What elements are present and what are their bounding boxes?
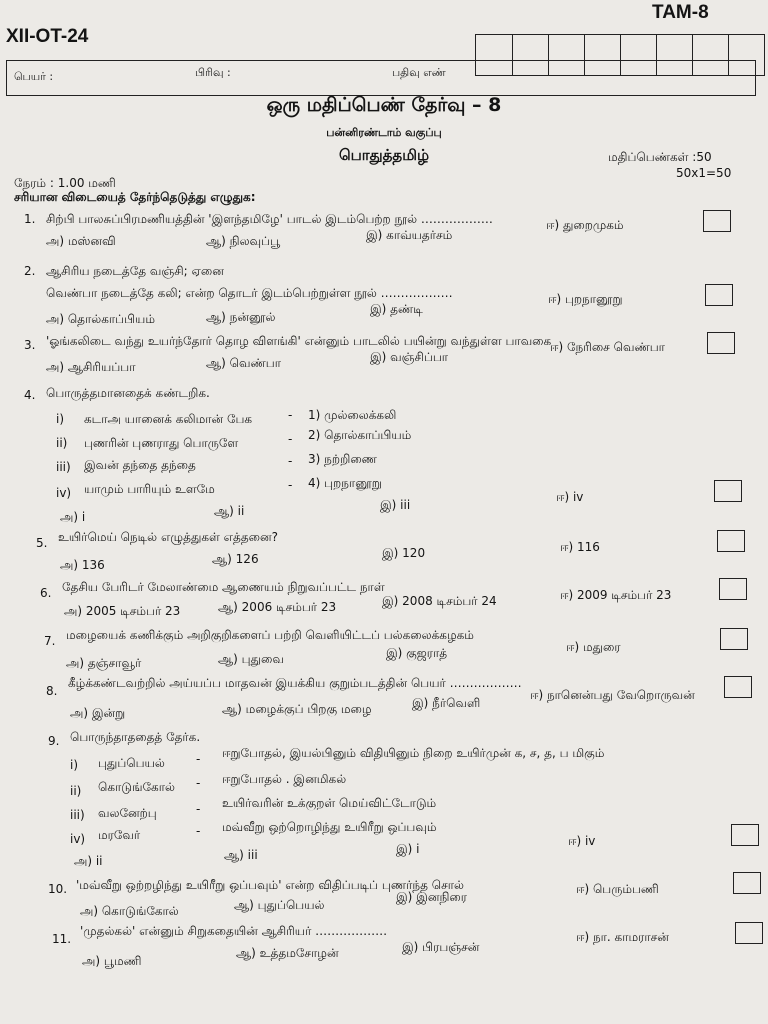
option-b: ஆ) உத்தமசோழன் bbox=[236, 946, 339, 960]
option-d: ஈ) பெரும்பணி bbox=[576, 882, 659, 896]
answer-box[interactable] bbox=[719, 578, 747, 600]
option-a: அ) இன்று bbox=[70, 706, 126, 720]
reg-cell[interactable] bbox=[692, 35, 728, 75]
answer-box[interactable] bbox=[735, 922, 763, 944]
option-d: ஈ) நா. காமராசன் bbox=[576, 930, 669, 944]
option-b: ஆ) ii bbox=[214, 504, 245, 518]
reg-cell[interactable] bbox=[476, 35, 512, 75]
option-c: இ) இனநிரை bbox=[396, 890, 467, 904]
option-b: ஆ) 126 bbox=[212, 552, 259, 566]
option-b: ஆ) புதுவை bbox=[218, 652, 284, 666]
reg-cell[interactable] bbox=[584, 35, 620, 75]
option-d: ஈ) iv bbox=[556, 490, 584, 504]
option-c: இ) i bbox=[396, 842, 420, 856]
option-a: அ) தஞ்சாவூர் bbox=[66, 656, 142, 670]
option-c: இ) குஜராத் bbox=[386, 646, 448, 660]
option-d: ஈ) புறநானூறு bbox=[548, 292, 623, 306]
option-d: ஈ) துறைமுகம் bbox=[546, 218, 624, 232]
registration-number-label: பதிவு எண் bbox=[392, 66, 446, 79]
reg-cell[interactable] bbox=[656, 35, 692, 75]
option-a: அ) 2005 டிசம்பர் 23 bbox=[64, 604, 181, 618]
answer-box[interactable] bbox=[707, 332, 735, 354]
instruction: சரியான விடையைத் தேர்ந்தெடுத்து எழுதுக: bbox=[14, 190, 256, 204]
answer-box[interactable] bbox=[717, 530, 745, 552]
option-a: அ) பூமணி bbox=[82, 954, 142, 968]
reg-cell[interactable] bbox=[620, 35, 656, 75]
option-c: இ) 2008 டிசம்பர் 24 bbox=[382, 594, 497, 608]
option-d: ஈ) மதுரை bbox=[566, 640, 621, 654]
option-b: ஆ) 2006 டிசம்பர் 23 bbox=[218, 600, 337, 614]
exam-code: XII-OT-24 bbox=[6, 26, 89, 47]
option-a: அ) ஆசிரியப்பா bbox=[46, 360, 136, 374]
option-b: ஆ) iii bbox=[224, 848, 258, 862]
option-a: அ) தொல்காப்பியம் bbox=[46, 312, 155, 326]
option-c: இ) வஞ்சிப்பா bbox=[370, 350, 449, 364]
answer-box[interactable] bbox=[724, 676, 752, 698]
marks-calculation: 50x1=50 bbox=[676, 166, 732, 180]
option-c: இ) காவ்யதர்சம் bbox=[366, 228, 453, 242]
option-d: ஈ) நானென்பது வேறொருவன் bbox=[530, 688, 695, 702]
option-c: இ) நீர்வெளி bbox=[412, 696, 481, 710]
class-name: பன்னிரண்டாம் வகுப்பு bbox=[326, 126, 442, 139]
option-b: ஆ) நன்னூல் bbox=[206, 310, 276, 324]
answer-box[interactable] bbox=[703, 210, 731, 232]
option-d: ஈ) 2009 டிசம்பர் 23 bbox=[560, 588, 672, 602]
registration-number-grid[interactable] bbox=[475, 34, 765, 76]
option-b: ஆ) புதுப்பெயல் bbox=[234, 898, 325, 912]
answer-box[interactable] bbox=[733, 872, 761, 894]
option-d: ஈ) iv bbox=[568, 834, 596, 848]
option-a: அ) ii bbox=[74, 854, 103, 868]
option-c: இ) 120 bbox=[382, 546, 426, 560]
option-c: இ) iii bbox=[380, 498, 411, 512]
reg-cell[interactable] bbox=[548, 35, 584, 75]
option-b: ஆ) மழைக்குப் பிறகு மழை bbox=[222, 702, 372, 716]
division-label: பிரிவு : bbox=[195, 66, 231, 79]
option-a: அ) மஸ்னவி bbox=[46, 234, 116, 248]
name-label: பெயர் : bbox=[14, 70, 54, 83]
option-c: இ) பிரபஞ்சன் bbox=[402, 940, 480, 954]
reg-cell[interactable] bbox=[728, 35, 764, 75]
exam-title: ஒரு மதிப்பெண் தேர்வு – 8 bbox=[266, 94, 502, 116]
reg-cell[interactable] bbox=[512, 35, 548, 75]
option-b: ஆ) வெண்பா bbox=[206, 356, 281, 370]
answer-box[interactable] bbox=[720, 628, 748, 650]
exam-time: நேரம் : 1.00 மணி bbox=[14, 176, 116, 190]
option-a: அ) i bbox=[60, 510, 86, 524]
answer-box[interactable] bbox=[714, 480, 742, 502]
answer-box[interactable] bbox=[731, 824, 759, 846]
option-b: ஆ) நிலவுப்பூ bbox=[206, 234, 281, 248]
option-a: அ) கொடுங்கோல் bbox=[80, 904, 179, 918]
tam-code: TAM-8 bbox=[652, 2, 709, 23]
option-d: ஈ) 116 bbox=[560, 540, 600, 554]
subject-name: பொதுத்தமிழ் bbox=[338, 146, 430, 164]
option-c: இ) தண்டி bbox=[370, 302, 423, 316]
option-a: அ) 136 bbox=[60, 558, 105, 572]
total-marks: மதிப்பெண்கள் :50 bbox=[608, 150, 712, 164]
option-d: ஈ) நேரிசை வெண்பா bbox=[550, 340, 665, 354]
answer-box[interactable] bbox=[705, 284, 733, 306]
